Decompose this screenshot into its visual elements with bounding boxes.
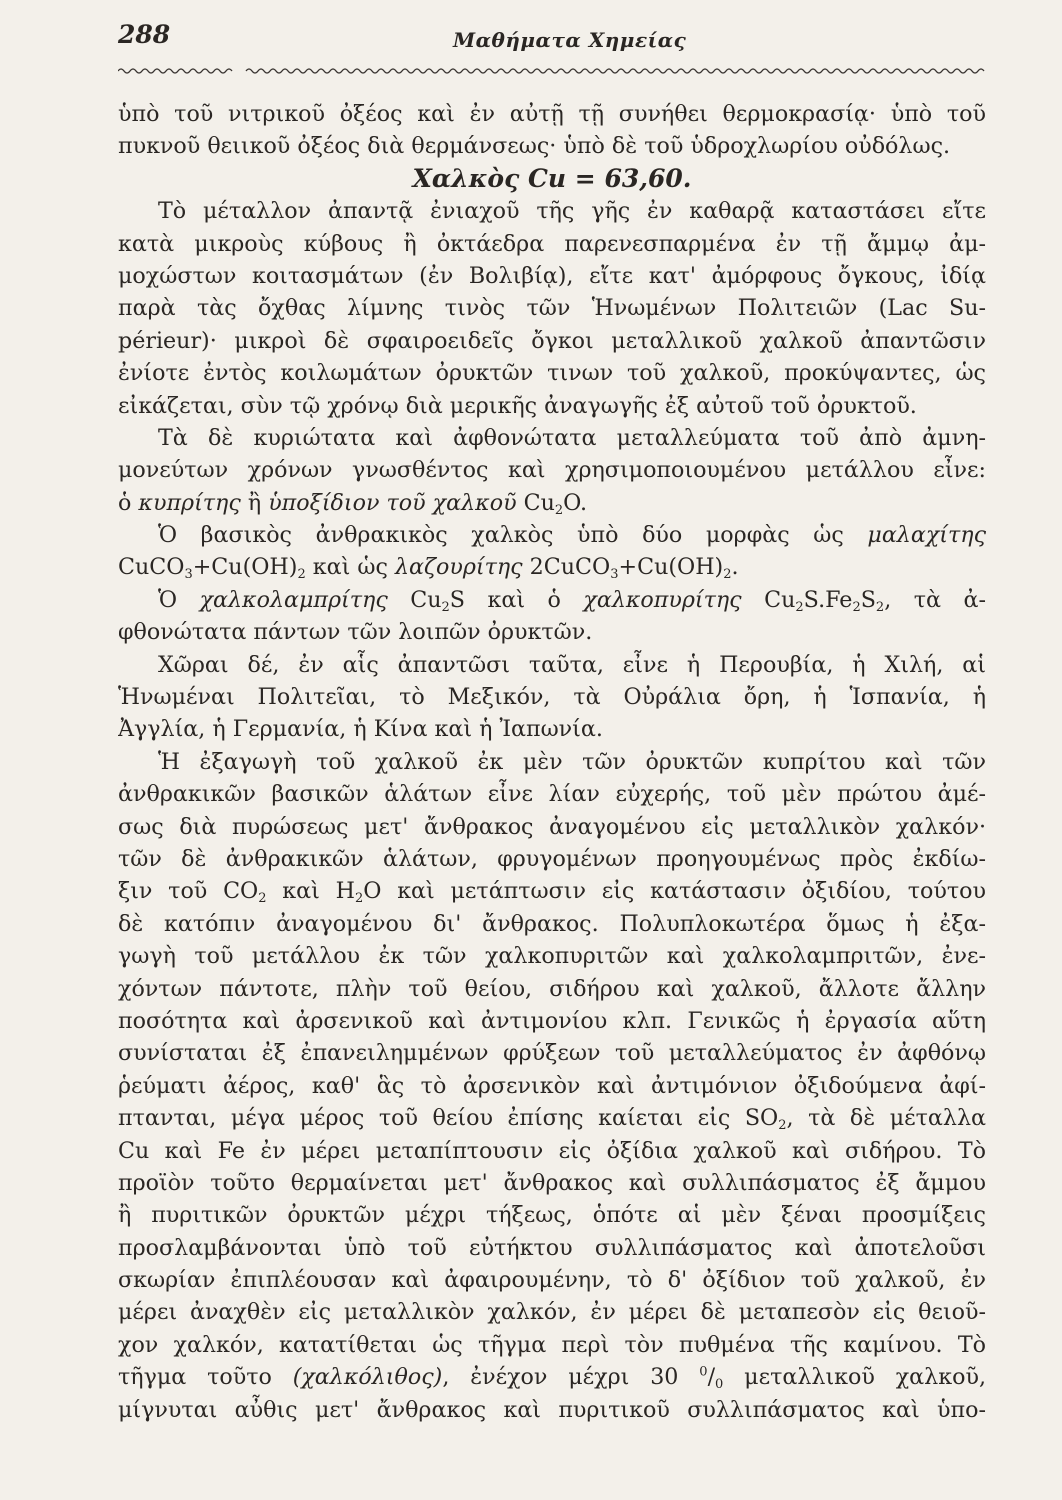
text-line: $CuCO_3+Cu(OH)_2$ καὶ ὡς λαζουρίτης $2CuCO_3+Cu(OH)_2$.: [118, 554, 739, 583]
body-text: [118, 98, 986, 1426]
text-line: πυκνοῦ θειικοῦ ὀξέος διὰ θερμάνσεως· ὑπὸ δὲ τοῦ ὑδροχλωρίου οὐδόλως.: [118, 133, 951, 160]
text-line: συνίσταται ἐξ ἐπανειλημμένων φρύξεων τοῦ μεταλλεύματος ἐν ἀφθόνῳ: [118, 1040, 986, 1067]
text-line: προσλαμβάνονται ὑπὸ τοῦ εὐτήκτου συλλιπάσματος καὶ ἀποτελοῦσι: [118, 1234, 986, 1261]
text-line: Ἡνωμέναι Πολιτεῖαι, τὸ Μεξικόν, τὰ Οὐράλια ὄρη, ἡ Ἱσπανία, ἡ: [118, 684, 986, 711]
page-header: [118, 20, 986, 76]
text-line: κατὰ μικροὺς κύβους ἢ ὀκτάεδρα παρενεσπαρμένα ἐν τῇ ἄμμῳ ἀμ-: [118, 230, 986, 257]
text-line: périeur)· μικροὶ δὲ σφαιροειδεῖς ὄγκοι μεταλλικοῦ χαλκοῦ ἀπαντῶσιν: [118, 327, 986, 354]
text-line: μοχώστων κοιτασμάτων (ἐν Βολιβίᾳ), εἴτε κατ' ἀμόρφους ὄγκους, ἰδίᾳ: [118, 262, 986, 289]
text-line: εἰκάζεται, σὺν τῷ χρόνῳ διὰ μερικῆς ἀναγωγῆς ἐξ αὐτοῦ τοῦ ὀρυκτοῦ.: [118, 392, 917, 419]
text-line: γωγὴ τοῦ μετάλλου ἐκ τῶν χαλκοπυριτῶν καὶ χαλκολαμπριτῶν, ἐνε-: [118, 943, 986, 970]
text-line: Τὸ μέταλλον ἀπαντᾷ ἐνιαχοῦ τῆς γῆς ἐν καθαρᾷ καταστάσει εἴτε: [158, 198, 986, 225]
text-line: φθονώτατα πάντων τῶν λοιπῶν ὀρυκτῶν.: [118, 619, 593, 646]
text-line: χον χαλκόν, κατατίθεται ὡς τῆγμα περὶ τὸν πυθμένα τῆς καμίνου. Τὸ: [118, 1331, 986, 1358]
text-line: δὲ κατόπιν ἀναγομένου δι' ἄνθρακος. Πολυπλοκωτέρα ὅμως ἡ ἐξα-: [118, 910, 986, 937]
text-line: ποσότητα καὶ ἀρσενικοῦ καὶ ἀντιμονίου κλπ. Γενικῶς ἡ ἐργασία αὕτη: [118, 1007, 986, 1034]
text-line: μέρει ἀναχθὲν εἰς μεταλλικὸν χαλκόν, ἐν μέρει δὲ μεταπεσὸν εἰς θειοῦ-: [118, 1299, 986, 1326]
text-line: προϊὸν τοῦτο θερμαίνεται μετ' ἄνθρακος καὶ συλλιπάσματος ἐξ ἄμμου: [118, 1169, 986, 1196]
text-line: σκωρίαν ἐπιπλέουσαν καὶ ἀφαιρουμένην, τὸ δ' ὀξίδιον τοῦ χαλκοῦ, ἐν: [118, 1267, 986, 1294]
text-line: Ἀγγλία, ἡ Γερμανία, ἡ Κίνα καὶ ἡ Ἰαπωνία.: [118, 716, 603, 743]
text-line: ἀνθρακικῶν βασικῶν ἁλάτων εἶνε λίαν εὐχερής, τοῦ μὲν πρώτου ἀμέ-: [118, 781, 986, 808]
text-line: Ἡ ἐξαγωγὴ τοῦ χαλκοῦ ἐκ μὲν τῶν ὀρυκτῶν κυπρίτου καὶ τῶν: [158, 748, 986, 775]
running-title: Μαθήματα Χημείας: [453, 28, 687, 52]
section-title: Χαλκὸς Cu = 63,60.: [412, 163, 692, 193]
text-line: ῥεύματι ἀέρος, καθ' ἃς τὸ ἀρσενικὸν καὶ ἀντιμόνιον ὀξιδούμενα ἀφί-: [118, 1072, 986, 1099]
text-line: τῆγμα τοῦτο (χαλκόλιθος), ἐνέχον μέχρι 30 $^0/_0$ μεταλλικοῦ χαλκοῦ,: [118, 1364, 986, 1393]
text-line: Τὰ δὲ κυριώτατα καὶ ἀφθονώτατα μεταλλεύματα τοῦ ἀπὸ ἀμνη-: [158, 424, 986, 451]
text-line: παρὰ τὰς ὄχθας λίμνης τινὸς τῶν Ἡνωμένων Πολιτειῶν (Lac Su-: [118, 295, 986, 322]
text-line: σως διὰ πυρώσεως μετ' ἄνθρακος ἀναγομένου εἰς μεταλλικὸν χαλκόν·: [118, 813, 986, 840]
page-number: 288: [118, 20, 171, 49]
text-line: Cu καὶ Fe ἐν μέρει μεταπίπτουσιν εἰς ὀξίδια χαλκοῦ καὶ σιδήρου. Τὸ: [118, 1137, 986, 1164]
text-line: μίγνυται αὖθις μετ' ἄνθρακος καὶ πυριτικοῦ συλλιπάσματος καὶ ὑπο-: [118, 1396, 986, 1423]
text-line: Ὁ χαλκολαμπρίτης $Cu_2S$ καὶ ὁ χαλκοπυρίτης $Cu_2S.Fe_2S_2$, τὰ ἀ-: [158, 586, 986, 615]
text-line: ξιν τοῦ $CO_2$ καὶ $H_2O$ καὶ μετάπτωσιν εἰς κατάστασιν ὀξιδίου, τούτου: [118, 878, 986, 907]
text-line: ὁ κυπρίτης ἢ ὑποξίδιον τοῦ χαλκοῦ $Cu_2O$.: [118, 489, 588, 518]
text-line: πτανται, μέγα μέρος τοῦ θείου ἐπίσης καίεται εἰς $SO_2$, τὰ δὲ μέταλλα: [118, 1105, 986, 1134]
text-line: χόντων πάντοτε, πλὴν τοῦ θείου, σιδήρου καὶ χαλκοῦ, ἄλλοτε ἄλλην: [118, 975, 986, 1002]
text-line: ὑπὸ τοῦ νιτρικοῦ ὀξέος καὶ ἐν αὐτῇ τῇ συνήθει θερμοκρασίᾳ· ὑπὸ τοῦ: [118, 101, 986, 127]
text-line: μονεύτων χρόνων γνωσθέντος καὶ χρησιμοποιουμένου μετάλλου εἶνε:: [118, 457, 986, 484]
text-line: Ὁ βασικὸς ἀνθρακικὸς χαλκὸς ὑπὸ δύο μορφὰς ὡς μαλαχίτης: [158, 522, 986, 549]
text-line: τῶν δὲ ἀνθρακικῶν ἁλάτων, φρυγομένων προηγουμένως πρὸς ἐκδίω-: [118, 845, 986, 872]
header-wavy-rule: [118, 64, 986, 78]
text-line: Χῶραι δέ, ἐν αἷς ἀπαντῶσι ταῦτα, εἶνε ἡ Περουβία, ἡ Χιλή, αἱ: [158, 651, 986, 678]
text-line: ἐνίοτε ἐντὸς κοιλωμάτων ὀρυκτῶν τινων τοῦ χαλκοῦ, προκύψαντες, ὡς: [118, 360, 986, 387]
text-line: ἢ πυριτικῶν ὀρυκτῶν μέχρι τήξεως, ὁπότε αἱ μὲν ξέναι προσμίξεις: [118, 1202, 986, 1229]
